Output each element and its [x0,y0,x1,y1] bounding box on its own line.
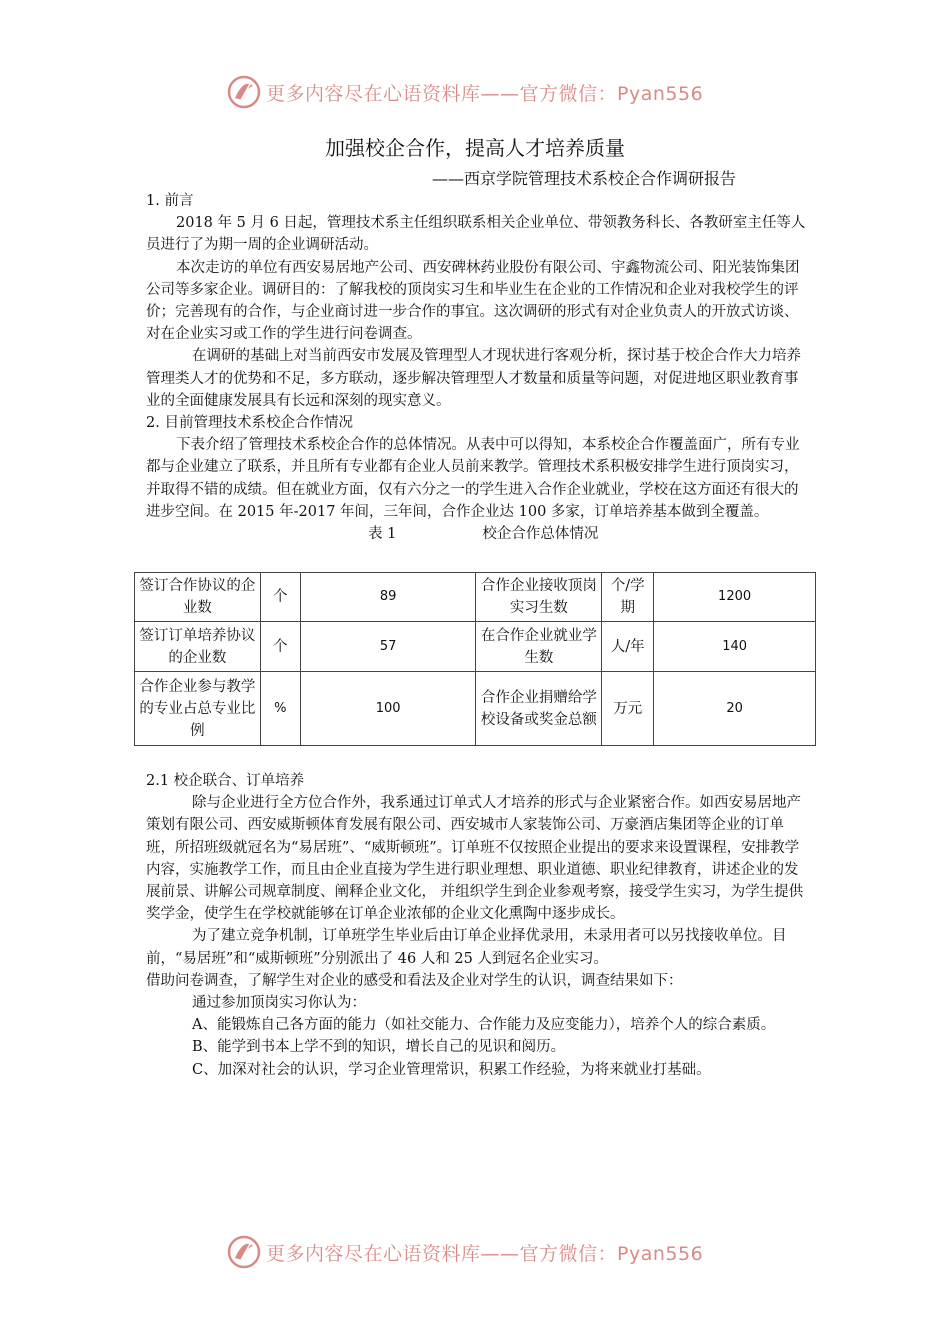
watermark-text: 更多内容尽在心语资料库——官方微信：Pyan556 [266,82,704,105]
table-cell: 合作企业参与教学的专业占总专业比例 [135,672,261,746]
survey-option-c: C、加深对社会的认识，学习企业管理常识，积累工作经验，为将来就业打基础。 [192,1061,711,1078]
table-cell: 个 [260,622,300,672]
table-cell: 100 [300,672,476,746]
document-title: 加强校企合作，提高人才培养质量 [325,136,625,160]
section-1-heading: 1. 前言 [146,193,194,209]
paragraph: 下表介绍了管理技术系校企合作的总体情况。从表中可以得知，本系校企合作覆盖面广，所有专业都与企业建立了联系，并且所有专业都有企业人员前来教学。管理技术系积极安排学生进行顶岗实习，并取得不错的成绩。但在就业方面，仅有六分之一的学生进入合作企业就业，学校在这方面还有很大的进步空间。在 2015 年-2017 年间，三年间，合作企业达 100 多家，订单培养基本做到全覆盖。 [146,437,800,520]
table-cell: 1200 [654,573,816,622]
survey-option-b: B、能学到书本上学不到的知识，增长自己的见识和阅历。 [192,1039,566,1056]
table-cell: 20 [654,672,816,746]
paragraph: 为了建立竞争机制，订单班学生毕业后由订单企业择优录用，未录用者可以另找接收单位。目前，“易居班”和“威斯顿班”分别派出了 46 人和 25 人到冠名企业实习。 [146,928,787,967]
survey-option-a: A、能锻炼自己各方面的能力（如社交能力、合作能力及应变能力），培养个人的综合素质。 [192,1017,776,1034]
section-2-1-heading: 2.1 校企联合、订单培养 [146,773,305,789]
survey-question: 通过参加顶岗实习你认为： [192,995,366,1012]
table-row [135,573,816,622]
table-cell: 个/学期 [602,573,654,622]
table-cell: 签订订单培养协议的企业数 [135,622,261,672]
table-cell: 个 [260,573,300,622]
shell-logo-icon [226,1234,262,1270]
paragraph: 在调研的基础上对当前西安市发展及管理型人才现状进行客观分析，探讨基于校企合作大力培养管理类人才的优势和不足，多方联动，逐步解决管理型人才数量和质量等问题，对促进地区职业教育事业的全面健康发展具有长远和深刻的现实意义。 [146,348,801,409]
header-watermark [226,72,703,112]
table-caption [146,523,812,545]
table-row [135,672,816,746]
document-subtitle: ——西京学院管理技术系校企合作调研报告 [432,169,737,188]
table-cell: 合作企业捐赠给学校设备或奖金总额 [476,672,602,746]
paragraph: 借助问卷调查，了解学生对企业的感受和看法及企业对学生的认识，调查结果如下： [146,972,683,989]
table-cell: % [260,672,300,746]
table-cell: 签订合作协议的企业数 [135,573,261,622]
table-cell: 万元 [602,672,654,746]
cooperation-table [134,572,816,746]
document-body-part2 [146,770,812,1081]
table-cell: 57 [300,622,476,672]
document-body-part1 [146,190,812,545]
table-cell: 140 [654,622,816,672]
shell-logo-icon [226,74,262,110]
paragraph: 本次走访的单位有西安易居地产公司、西安碑林药业股份有限公司、宇鑫物流公司、阳光装饰集团公司等多家企业。调研目的：了解我校的顶岗实习生和毕业生在企业的工作情况和企业对我校学生的评价；完善现有的合作，与企业商讨进一步合作的事宜。这次调研的形式有对企业负责人的开放式访谈、对在企业实习或工作的学生进行问卷调查。 [146,259,800,343]
table-caption-title: 校企合作总体情况 [482,526,599,543]
table-caption-label: 表 1 [368,526,397,543]
table-cell: 人/年 [602,622,654,672]
paragraph: 除与企业进行全方位合作外，我系通过订单式人才培养的形式与企业紧密合作。如西安易居地产策划有限公司、西安威斯顿体育发展有限公司、西安城市人家装饰公司、万豪酒店集团等企业的订单班，所招班级就冠名为“易居班”、“威斯顿班”。订单班不仅按照企业提出的要求来设置课程，安排教学内容，实施教学工作，而且由企业直接为学生进行职业理想、职业道德、职业纪律教育，讲述企业的发展前景、讲解公司规章制度、阐释企业文化， 并组织学生到企业参观考察，接受学生实习，为学生提供奖学金，使学生在学校就能够在订单企业浓郁的企业文化熏陶中逐步成长。 [146,795,804,923]
paragraph: 2018 年 5 月 6 日起，管理技术系主任组织联系相关企业单位、带领教务科长、各教研室主任等人员进行了为期一周的企业调研活动。 [146,215,806,254]
table-row [135,622,816,672]
table-cell: 合作企业接收顶岗实习生数 [476,573,602,622]
footer-watermark [226,1232,703,1272]
watermark-text: 更多内容尽在心语资料库——官方微信：Pyan556 [266,1242,704,1265]
table-cell: 在合作企业就业学生数 [476,622,602,672]
section-2-heading: 2. 目前管理技术系校企合作情况 [146,415,353,432]
table-cell: 89 [300,573,476,622]
